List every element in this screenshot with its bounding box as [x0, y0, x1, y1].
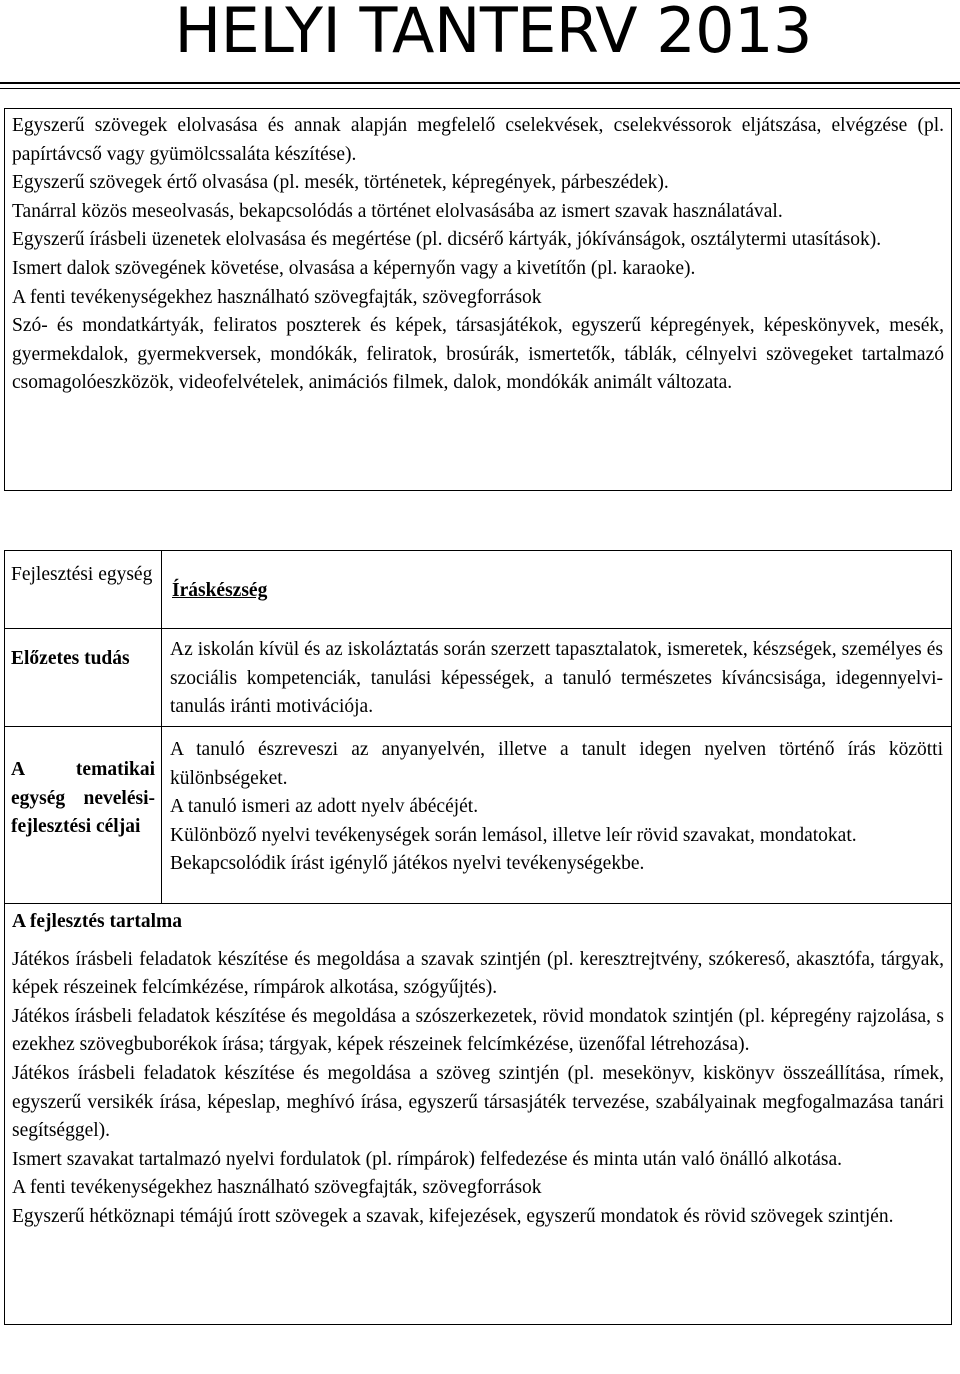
table-row: [5, 727, 952, 904]
text-sources-heading: A fenti tevékenységekhez használható szövegfajták, szövegforrások: [12, 286, 542, 308]
content-item: Játékos írásbeli feladatok készítése és megoldása a szavak szintjén (pl. keresztrejtvény, szókereső, akasztófa, tárgyak, képek részeinek felcímkézése, rímpárok alkotása, szógyűjtés).: [12, 948, 944, 999]
unit-label: Fejlesztési egység: [11, 564, 153, 585]
prior-knowledge-label-cell: [5, 629, 162, 727]
content-sources-heading: A fenti tevékenységekhez használható szövegfajták, szövegforrások: [12, 1177, 542, 1199]
paragraph: Egyszerű szövegek értő olvasása (pl. mesék, történetek, képregények, párbeszédek).: [12, 172, 669, 194]
prior-knowledge-text: Az iskolán kívül és az iskoláztatás során szerzett tapasztalatok, ismeretek, készségek, személyes és szociális kompetenciák, tanulási képességek, a tanuló természetes kíváncsisága, idegennyelvi-tanulás iránti motivációja.: [170, 639, 943, 718]
content-item: Játékos írásbeli feladatok készítése és megoldása a szöveg szintjén (pl. mesekönyv, kiskönyv összeállítása, rímek, egyszerű versikék írása, képeslap, meghívó írása, egyszerű társasjáték tervezése, szabályainak megfogalmazása tanári segítséggel).: [12, 1062, 944, 1142]
paragraph: Tanárral közös meseolvasás, bekapcsolódás a történet elolvasásába az ismert szavak használatával.: [12, 200, 783, 222]
goals-label: A tematikai egység nevelési-fejlesztési céljai: [11, 759, 155, 838]
table-row: [5, 551, 952, 629]
title-divider: [0, 82, 960, 89]
paragraph: Ismert dalok szövegének követése, olvasása a képernyőn vagy a kivetítőn (pl. karaoke).: [12, 257, 696, 279]
content-cell: [5, 904, 952, 1325]
table-row: [5, 629, 952, 727]
unit-label-cell: [5, 551, 162, 629]
development-unit-table: [4, 550, 952, 1325]
paragraph: Szó- és mondatkártyák, feliratos poszterek és képek, társasjátékok, egyszerű képregények, képeskönyvek, mesék, gyermekdalok, gyermekversek, mondókák, feliratok, brosúrák, ismertetők, táblák, célnyelvi szövegeket tartalmazó csomagolóeszközök, videofelvételek, animációs filmek, dalok, mondókák animált változata.: [12, 315, 944, 394]
activities-box: [4, 108, 952, 491]
content-label: A fejlesztés tartalma: [12, 911, 183, 932]
page-title: HELYI TANTERV 2013: [174, 0, 812, 67]
unit-title: Íráskészség: [172, 580, 268, 601]
goal-item: Különböző nyelvi tevékenységek során lemásol, illetve leír rövid szavakat, mondatokat.: [170, 824, 857, 846]
goals-cell: [162, 727, 952, 904]
prior-knowledge-label: Előzetes tudás: [11, 648, 130, 669]
goal-item: Bekapcsolódik írást igénylő játékos nyelvi tevékenységekbe.: [170, 853, 645, 875]
content-item: Ismert szavakat tartalmazó nyelvi fordulatok (pl. rímpárok) felfedezése és minta után való önálló alkotása.: [12, 1148, 843, 1170]
content-item: Játékos írásbeli feladatok készítése és megoldása a szószerkezetek, rövid mondatok szintjén (pl. képregény rajzolása, s ezekhez szövegbuborékok írása; tárgyak, képek részeinek felcímkézése, üzenőfal létrehozása).: [12, 1005, 944, 1056]
goals-label-cell: [5, 727, 162, 904]
prior-knowledge-cell: [162, 629, 952, 727]
goal-item: A tanuló észreveszi az anyanyelvén, illetve a tanult idegen nyelven történő írás közötti különbségeket.: [170, 739, 943, 789]
goal-item: A tanuló ismeri az adott nyelv ábécéjét.: [170, 796, 479, 818]
table-row: [5, 904, 952, 1325]
content-item: Egyszerű hétköznapi témájú írott szövegek a szavak, kifejezések, egyszerű mondatok és rövid szövegek szintjén.: [12, 1205, 894, 1227]
unit-title-cell: [162, 551, 952, 629]
paragraph: Egyszerű írásbeli üzenetek elolvasása és megértése (pl. dicsérő kártyák, jókívánságok, osztálytermi utasítások).: [12, 229, 882, 251]
paragraph: Egyszerű szövegek elolvasása és annak alapján megfelelő cselekvések, cselekvéssorok eljátszása, elvégzése (pl. papírtávcső vagy gyümölcssaláta készítése).: [12, 115, 944, 165]
